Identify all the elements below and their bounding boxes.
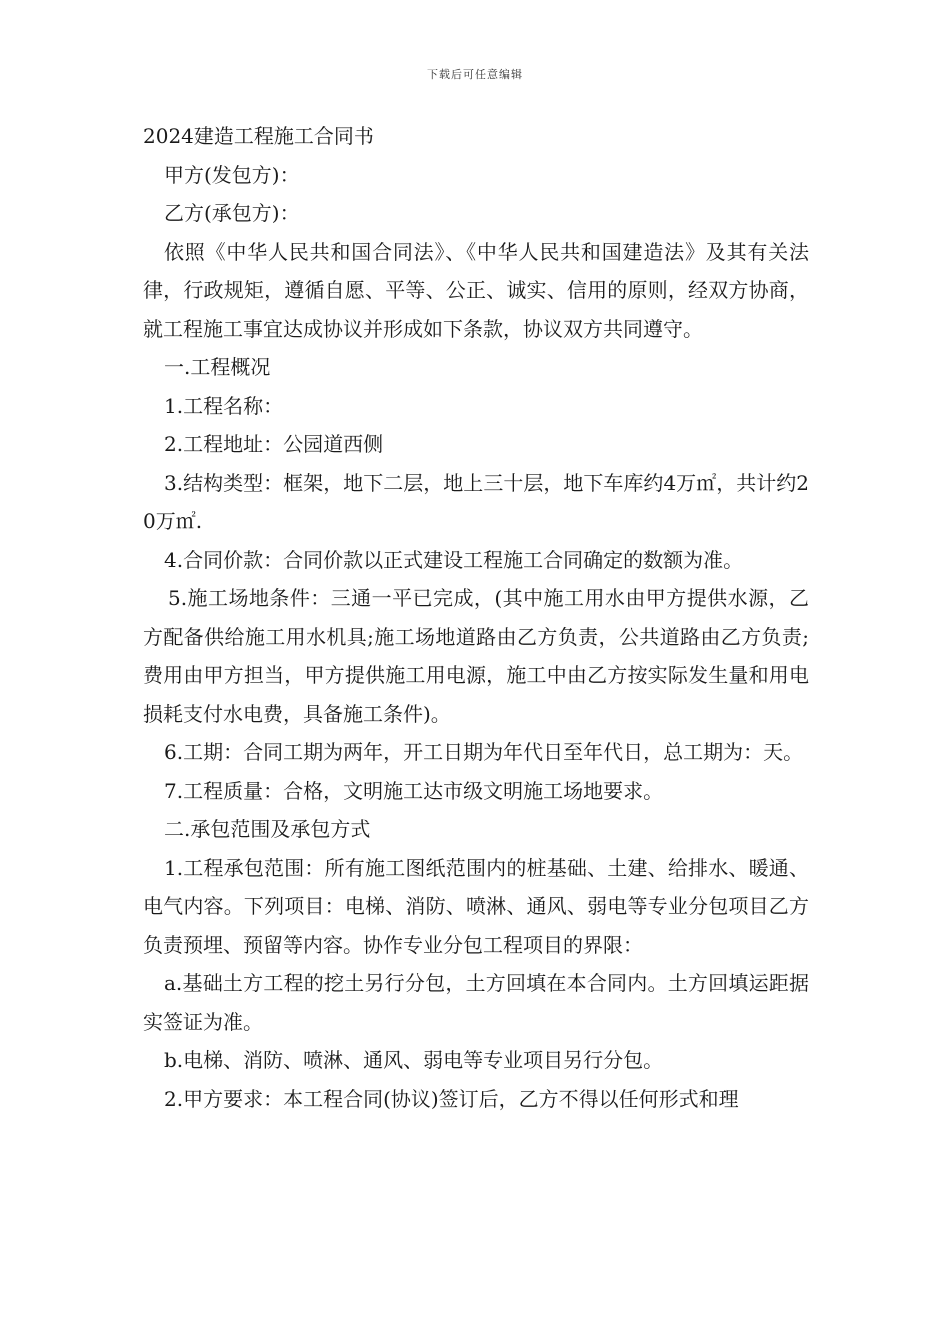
clause-scope: 1.工程承包范围：所有施工图纸范围内的桩基础、土建、给排水、暖通、电气内容。下列项目：电梯、消防、喷淋、通风、弱电等专业分包项目乙方负责预埋、预留等内容。协作专业分包工程项目的界限： bbox=[143, 855, 809, 957]
clause-structure-type: 3.结构类型：框架，地下二层，地上三十层，地下车库约4万㎡，共计约20万㎡. bbox=[143, 470, 809, 533]
clause-quality: 7.工程质量：合格，文明施工达市级文明施工场地要求。 bbox=[164, 778, 664, 803]
header-note: 下载后可任意编辑 bbox=[427, 68, 523, 81]
clause-site-conditions: 5.施工场地条件：三通一平已完成，(其中施工用水由甲方提供水源，乙方配备供给施工用水机具;施工场地道路由乙方负责，公共道路由乙方负责;费用由甲方担当，甲方提供施工用电源，施工中由乙方按实际发生量和用电损耗支付水电费，具备施工条件)。 bbox=[143, 586, 809, 726]
clause-item-b: b.电梯、消防、喷淋、通风、弱电等专业项目另行分包。 bbox=[164, 1048, 664, 1072]
clause-project-address: 2.工程地址：公园道西侧 bbox=[164, 432, 384, 456]
clause-item-a: a.基础土方工程的挖土另行分包，土方回填在本合同内。土方回填运距据实签证为准。 bbox=[143, 971, 809, 1034]
clause-duration: 6.工期：合同工期为两年，开工日期为年代日至年代日，总工期为：天。 bbox=[164, 740, 804, 764]
document-body bbox=[143, 117, 809, 1118]
paragraph-party-a: 甲方(发包方)： bbox=[164, 162, 300, 187]
document-title: 2024建造工程施工合同书 bbox=[143, 124, 374, 148]
clause-project-name: 1.工程名称： bbox=[164, 393, 284, 418]
section-heading-2: 二.承包范围及承包方式 bbox=[164, 817, 371, 841]
paragraph-preamble: 依照《中华人民共和国合同法》、《中华人民共和国建造法》及其有关法律，行政规矩，遵循自愿、平等、公正、诚实、信用的原则，经双方协商，就工程施工事宜达成协议并形成如下条款，协议双方共同遵守。 bbox=[143, 239, 809, 341]
section-heading-1: 一.工程概况 bbox=[164, 355, 271, 379]
clause-party-a-requirements: 2.甲方要求：本工程合同(协议)签订后，乙方不得以任何形式和理 bbox=[164, 1086, 739, 1111]
clause-contract-price: 4.合同价款：合同价款以正式建设工程施工合同确定的数额为准。 bbox=[164, 547, 744, 572]
paragraph-party-b: 乙方(承包方)： bbox=[164, 201, 300, 225]
